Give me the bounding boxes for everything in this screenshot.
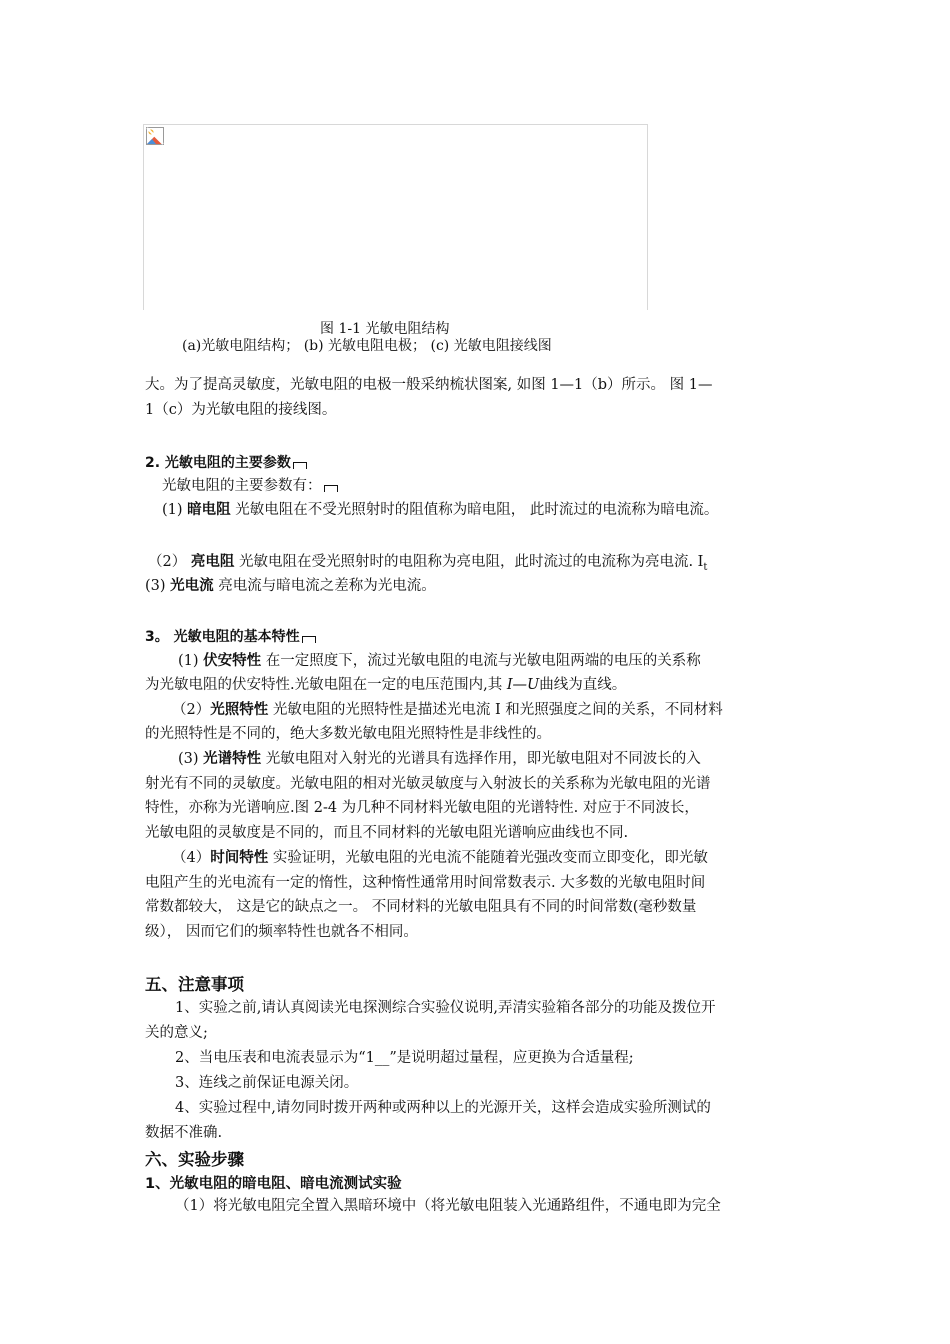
param-term: 亮电阻 bbox=[190, 554, 235, 570]
param-term: 暗电阻 bbox=[187, 502, 231, 518]
char-text: 曲线为直线。 bbox=[539, 677, 627, 693]
section-2-heading-text: 2. 光敏电阻的主要参数 bbox=[145, 455, 291, 471]
char-term: 伏安特性 bbox=[203, 653, 262, 669]
char-1-line-1 bbox=[178, 649, 701, 673]
param-photocurrent bbox=[145, 574, 436, 598]
char-text: 在一定照度下，流过光敏电阻的电流与光敏电阻两端的电压的关系称 bbox=[261, 653, 701, 669]
char-number: (1) bbox=[178, 653, 199, 669]
param-text: 光敏电阻在不受光照射时的阻值称为暗电阻， 此时流过的电流称为暗电流。 bbox=[230, 502, 719, 518]
intro-line-2: 1（c）为光敏电阻的接线图。 bbox=[145, 402, 337, 418]
note-4-line-2: 数据不准确. bbox=[145, 1125, 223, 1141]
char-1-line-2 bbox=[145, 673, 626, 697]
char-text: 光敏电阻对入射光的光谱具有选择作用，即光敏电阻对不同波长的入 bbox=[261, 751, 701, 767]
edit-mark-icon bbox=[324, 485, 338, 492]
char-4-line-2: 电阻产生的光电流有一定的惰性，这种惰性通常用时间常数表示. 大多数的光敏电阻时间 bbox=[145, 875, 706, 891]
note-3: 3、连线之前保证电源关闭。 bbox=[175, 1075, 359, 1091]
note-2: 2、当电压表和电流表显示为“1__”是说明超过量程，应更换为合适量程; bbox=[175, 1050, 634, 1066]
char-4-line-3: 常数都较大， 这是它的缺点之一。 不同材料的光敏电阻具有不同的时间常数(毫秒数量 bbox=[145, 899, 697, 915]
note-1-line-1: 1、实验之前,请认真阅读光电探测综合实验仪说明,弄清实验箱各部分的功能及拨位开 bbox=[175, 1000, 716, 1016]
param-text: 亮电流与暗电流之差称为光电流。 bbox=[213, 578, 436, 594]
section-3-heading-text: 3。 光敏电阻的基本特性 bbox=[145, 629, 300, 645]
figure-image-frame bbox=[143, 124, 648, 310]
char-text: 光敏电阻的光照特性是描述光电流 I 和光照强度之间的关系，不同材料 bbox=[268, 702, 723, 718]
section-2-lead-text: 光敏电阻的主要参数有： bbox=[162, 478, 322, 494]
param-text: 光敏电阻在受光照射时的电阻称为亮电阻，此时流过的电流称为亮电流. bbox=[234, 554, 698, 570]
char-italic: I—U bbox=[506, 677, 540, 693]
char-term: 时间特性 bbox=[210, 850, 269, 866]
param-dark-resistance bbox=[162, 498, 718, 522]
section-6-heading: 六、实验步骤 bbox=[145, 1150, 244, 1169]
char-text: 实验证明，光敏电阻的光电流不能随着光强改变而立即变化，即光敏 bbox=[268, 850, 708, 866]
char-text: 为光敏电阻的伏安特性.光敏电阻在一定的电压范围内,其 bbox=[145, 677, 507, 693]
char-2-line-2: 的光照特性是不同的，绝大多数光敏电阻光照特性是非线性的。 bbox=[145, 726, 551, 742]
param-term: 光电流 bbox=[170, 578, 214, 594]
param-subscript: t bbox=[703, 561, 708, 573]
step-1-line-1: （1）将光敏电阻完全置入黑暗环境中（将光敏电阻装入光通路组件，不通电即为完全 bbox=[175, 1198, 721, 1214]
edit-mark-icon bbox=[302, 636, 316, 643]
param-number: (3) bbox=[145, 578, 166, 594]
char-term: 光照特性 bbox=[210, 702, 269, 718]
param-symbol: I bbox=[697, 554, 704, 570]
param-number: (1) bbox=[162, 502, 183, 518]
char-3-line-4: 光敏电阻的灵敏度是不同的，而且不同材料的光敏电阻光谱响应曲线也不同. bbox=[145, 825, 629, 841]
char-number: (3) bbox=[178, 751, 199, 767]
char-number: （2） bbox=[172, 702, 211, 718]
section-6-subheading: 1、光敏电阻的暗电阻、暗电流测试实验 bbox=[145, 1176, 402, 1192]
char-3-line-1 bbox=[178, 747, 701, 771]
section-5-heading: 五、注意事项 bbox=[145, 975, 244, 994]
broken-image-icon bbox=[146, 127, 164, 145]
char-number: （4） bbox=[172, 850, 211, 866]
figure-caption-subtitle: (a)光敏电阻结构； (b) 光敏电阻电极； (c) 光敏电阻接线图 bbox=[182, 338, 552, 354]
section-2-lead bbox=[162, 474, 338, 498]
section-3-heading bbox=[145, 626, 316, 646]
char-4-line-1 bbox=[172, 846, 708, 870]
intro-line-1: 大。为了提高灵敏度，光敏电阻的电极一般采纳梳状图案, 如图 1—1（b）所示。 图 1— bbox=[145, 377, 713, 393]
char-3-line-2: 射光有不同的灵敏度。光敏电阻的相对光敏灵敏度与入射波长的关系称为光敏电阻的光谱 bbox=[145, 776, 711, 792]
char-4-line-4: 级）， 因而它们的频率特性也就各不相同。 bbox=[145, 924, 418, 940]
param-number: （2） bbox=[148, 554, 187, 570]
section-2-heading bbox=[145, 452, 307, 472]
char-term: 光谱特性 bbox=[203, 751, 262, 767]
note-1-line-2: 关的意义; bbox=[145, 1025, 208, 1041]
char-2-line-1 bbox=[172, 698, 723, 722]
note-4-line-1: 4、实验过程中,请勿同时拨开两种或两种以上的光源开关，这样会造成实验所测试的 bbox=[175, 1100, 711, 1116]
char-3-line-3: 特性，亦称为光谱响应.图 2-4 为几种不同材料光敏电阻的光谱特性. 对应于不同波长， bbox=[145, 800, 699, 816]
figure-caption-title: 图 1-1 光敏电阻结构 bbox=[320, 321, 450, 337]
edit-mark-icon bbox=[293, 462, 307, 469]
